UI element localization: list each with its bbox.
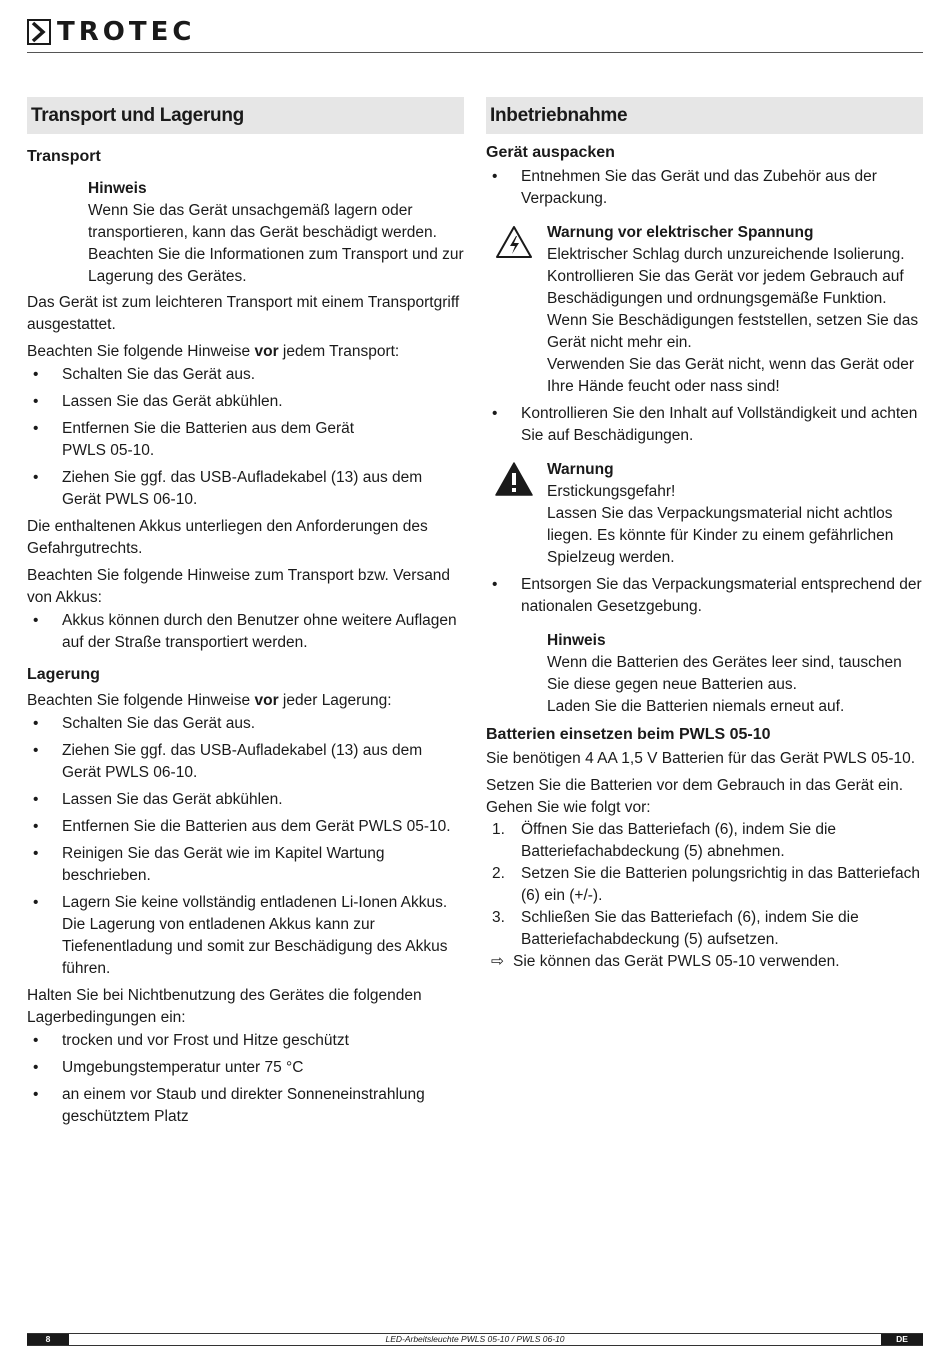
list-item-text: Lagern Sie keine vollständig entladenen Li-Ionen Akkus. Die Lagerung von entladenen Akkus kann zur Tiefenentladung und somit zur Beschädigung des Akkus führen. — [62, 894, 448, 977]
list-item-text: Setzen Sie die Batterien polungsrichtig in das Batteriefach (6) ein (+/-). — [521, 865, 920, 904]
transport-note — [27, 178, 464, 288]
bullet-icon: • — [33, 818, 39, 835]
text-run: Beachten Sie folgende Hinweise — [27, 692, 255, 709]
bullet-list — [486, 403, 923, 447]
text-run: jedem Transport: — [278, 343, 400, 360]
warning-text: Elektrischer Schlag durch unzureichende Isolierung. Kontrollieren Sie das Gerät vor jedem Gebrauch auf Beschädigungen und ordnungsgemäße Funktion. Wenn Sie Beschädigungen feststellen, setzen Sie das Gerät nicht mehr ein. — [547, 246, 919, 351]
bullet-list — [486, 574, 923, 618]
bullet-icon: • — [33, 715, 39, 732]
list-item-text: Entsorgen Sie das Verpackungsmaterial entsprechend der nationalen Gesetzgebung. — [521, 576, 922, 615]
batteries-heading: Batterien einsetzen beim PWLS 05-10 — [486, 726, 771, 743]
bullet-icon: • — [33, 791, 39, 808]
emphasis: vor — [254, 343, 279, 360]
list-item-text: Umgebungstemperatur unter 75 °C — [62, 1059, 304, 1076]
list-item-text: Entfernen Sie die Batterien aus dem Gerät PWLS 05-10. — [62, 420, 355, 459]
list-item-text: trocken und vor Frost und Hitze geschützt — [62, 1032, 349, 1049]
bullet-icon: • — [33, 366, 39, 383]
page-header — [27, 18, 923, 54]
section-header — [27, 97, 464, 134]
list-item — [27, 1084, 464, 1128]
bullet-icon: • — [33, 469, 39, 486]
list-item — [27, 610, 464, 654]
text-run: Beachten Sie folgende Hinweise — [27, 343, 255, 360]
footer-title: LED-Arbeitsleuchte PWLS 05-10 / PWLS 06-10 — [385, 1334, 565, 1344]
electric-hazard-icon — [495, 224, 533, 260]
paragraph: Sie benötigen 4 AA 1,5 V Batterien für das Gerät PWLS 05-10. — [486, 750, 916, 767]
bullet-icon: • — [492, 405, 498, 422]
paragraph: Halten Sie bei Nichtbenutzung des Gerätes die folgenden Lagerbedingungen ein: — [27, 987, 422, 1026]
note-title: Hinweis — [547, 632, 606, 649]
list-item — [27, 467, 464, 511]
list-item-text: Öffnen Sie das Batteriefach (6), indem Sie die Batteriefachabdeckung (5) abnehmen. — [521, 821, 837, 860]
list-item-text: Ziehen Sie ggf. das USB-Aufladekabel (13) aus dem Gerät PWLS 06-10. — [62, 742, 423, 781]
list-item — [27, 843, 464, 887]
list-item-text: Entfernen Sie die Batterien aus dem Gerät PWLS 05-10. — [62, 818, 451, 835]
list-item — [27, 418, 464, 462]
warning-text: Lassen Sie das Verpackungsmaterial nicht achtlos liegen. Es könnte für Kinder zu einem gefährlichen Spielzeug werden. — [547, 505, 894, 566]
section-title: Transport und Lagerung — [31, 104, 244, 126]
paragraph: Beachten Sie folgende Hinweise zum Transport bzw. Versand von Akkus: — [27, 567, 451, 606]
trotec-chevron-icon — [27, 19, 51, 45]
emphasis: vor — [254, 692, 279, 709]
list-item-text: Schließen Sie das Batteriefach (6), indem Sie die Batteriefachabdeckung (5) aufsetzen. — [521, 909, 859, 948]
bullet-icon: • — [33, 1059, 39, 1076]
list-item — [486, 819, 923, 863]
result-line — [486, 951, 923, 973]
note-title: Hinweis — [88, 180, 147, 197]
warning-text: Verwenden Sie das Gerät nicht, wenn das Gerät oder Ihre Hände feucht oder nass sind! — [547, 356, 915, 395]
language-badge: DE — [881, 1334, 923, 1345]
note-text: Wenn Sie das Gerät unsachgemäß lagern oder transportieren, kann das Gerät beschädigt werden. Beachten Sie die Informationen zum Transport und zur Lagerung des Gerätes. — [88, 202, 464, 285]
list-item — [27, 1030, 464, 1052]
note-text: Wenn die Batterien des Gerätes leer sind, tauschen Sie diese gegen neue Batterien aus. — [547, 654, 902, 693]
list-item — [27, 816, 464, 838]
bullet-icon: • — [33, 742, 39, 759]
list-item-text: an einem vor Staub und direkter Sonneneinstrahlung geschütztem Platz — [62, 1086, 425, 1125]
bullet-icon: • — [33, 894, 39, 911]
paragraph — [27, 341, 464, 363]
bullet-list — [27, 610, 464, 654]
paragraph: Das Gerät ist zum leichteren Transport mit einem Transportgriff ausgestattet. — [27, 294, 460, 333]
list-item — [27, 364, 464, 386]
list-item — [486, 574, 923, 618]
paragraph: Setzen Sie die Batterien vor dem Gebrauch in das Gerät ein. Gehen Sie wie folgt vor: — [486, 777, 904, 816]
list-item — [27, 391, 464, 413]
unpack-heading: Gerät auspacken — [486, 144, 615, 161]
brand-name: TROTEC — [57, 17, 196, 47]
bullet-list — [27, 364, 464, 511]
bullet-list — [27, 1030, 464, 1128]
bullet-icon: • — [33, 1086, 39, 1103]
text-run: jeder Lagerung: — [278, 692, 392, 709]
paragraph — [27, 690, 464, 712]
bullet-icon: • — [492, 576, 498, 593]
note-text: Laden Sie die Batterien niemals erneut auf. — [547, 698, 845, 715]
section-title: Inbetriebnahme — [490, 104, 628, 126]
page-footer — [27, 1333, 923, 1346]
list-item — [486, 166, 923, 210]
list-item — [27, 1057, 464, 1079]
bullet-icon: • — [33, 845, 39, 862]
numbered-list — [486, 819, 923, 951]
list-item-text: Lassen Sie das Gerät abkühlen. — [62, 393, 283, 410]
list-item-text: Reinigen Sie das Gerät wie im Kapitel Wartung beschrieben. — [62, 845, 385, 884]
result-text: Sie können das Gerät PWLS 05-10 verwenden. — [513, 953, 840, 970]
result-arrow-icon: ⇨ — [491, 953, 504, 970]
header-divider — [27, 52, 923, 53]
list-item-text: Lassen Sie das Gerät abkühlen. — [62, 791, 283, 808]
list-item — [27, 740, 464, 784]
section-header — [486, 97, 923, 134]
electric-warning — [486, 222, 923, 398]
warning-title: Warnung — [547, 461, 614, 478]
bullet-icon: • — [33, 612, 39, 629]
suffocation-warning — [486, 459, 923, 569]
list-item-text: Akkus können durch den Benutzer ohne weitere Auflagen auf der Straße transportiert werden. — [62, 612, 457, 651]
page-number: 8 — [27, 1334, 69, 1345]
bullet-icon: • — [492, 168, 498, 185]
list-item-text: Kontrollieren Sie den Inhalt auf Vollständigkeit und achten Sie auf Beschädigungen. — [521, 405, 918, 444]
list-item — [27, 789, 464, 811]
warning-title: Warnung vor elektrischer Spannung — [547, 224, 814, 241]
transport-heading: Transport — [27, 148, 101, 165]
list-item-text: Schalten Sie das Gerät aus. — [62, 715, 256, 732]
list-item — [486, 403, 923, 447]
bullet-icon: • — [33, 393, 39, 410]
bullet-list — [486, 166, 923, 210]
step-number: 3. — [492, 909, 505, 926]
list-item — [486, 863, 923, 907]
storage-heading: Lagerung — [27, 666, 100, 683]
brand-logo — [27, 18, 923, 46]
step-number: 2. — [492, 865, 505, 882]
warning-icon — [495, 461, 533, 497]
list-item-text: Ziehen Sie ggf. das USB-Aufladekabel (13) aus dem Gerät PWLS 06-10. — [62, 469, 423, 508]
bullet-list — [27, 713, 464, 980]
list-item — [486, 907, 923, 951]
list-item — [27, 892, 464, 980]
step-number: 1. — [492, 821, 505, 838]
warning-text: Erstickungsgefahr! — [547, 483, 676, 500]
bullet-icon: • — [33, 1032, 39, 1049]
battery-note — [486, 630, 923, 718]
bullet-icon: • — [33, 420, 39, 437]
list-item — [27, 713, 464, 735]
right-column — [486, 97, 923, 973]
list-item-text: Schalten Sie das Gerät aus. — [62, 366, 256, 383]
list-item-text: Entnehmen Sie das Gerät und das Zubehör aus der Verpackung. — [521, 168, 877, 207]
left-column — [27, 97, 464, 1133]
paragraph: Die enthaltenen Akkus unterliegen den Anforderungen des Gefahrgutrechts. — [27, 518, 428, 557]
